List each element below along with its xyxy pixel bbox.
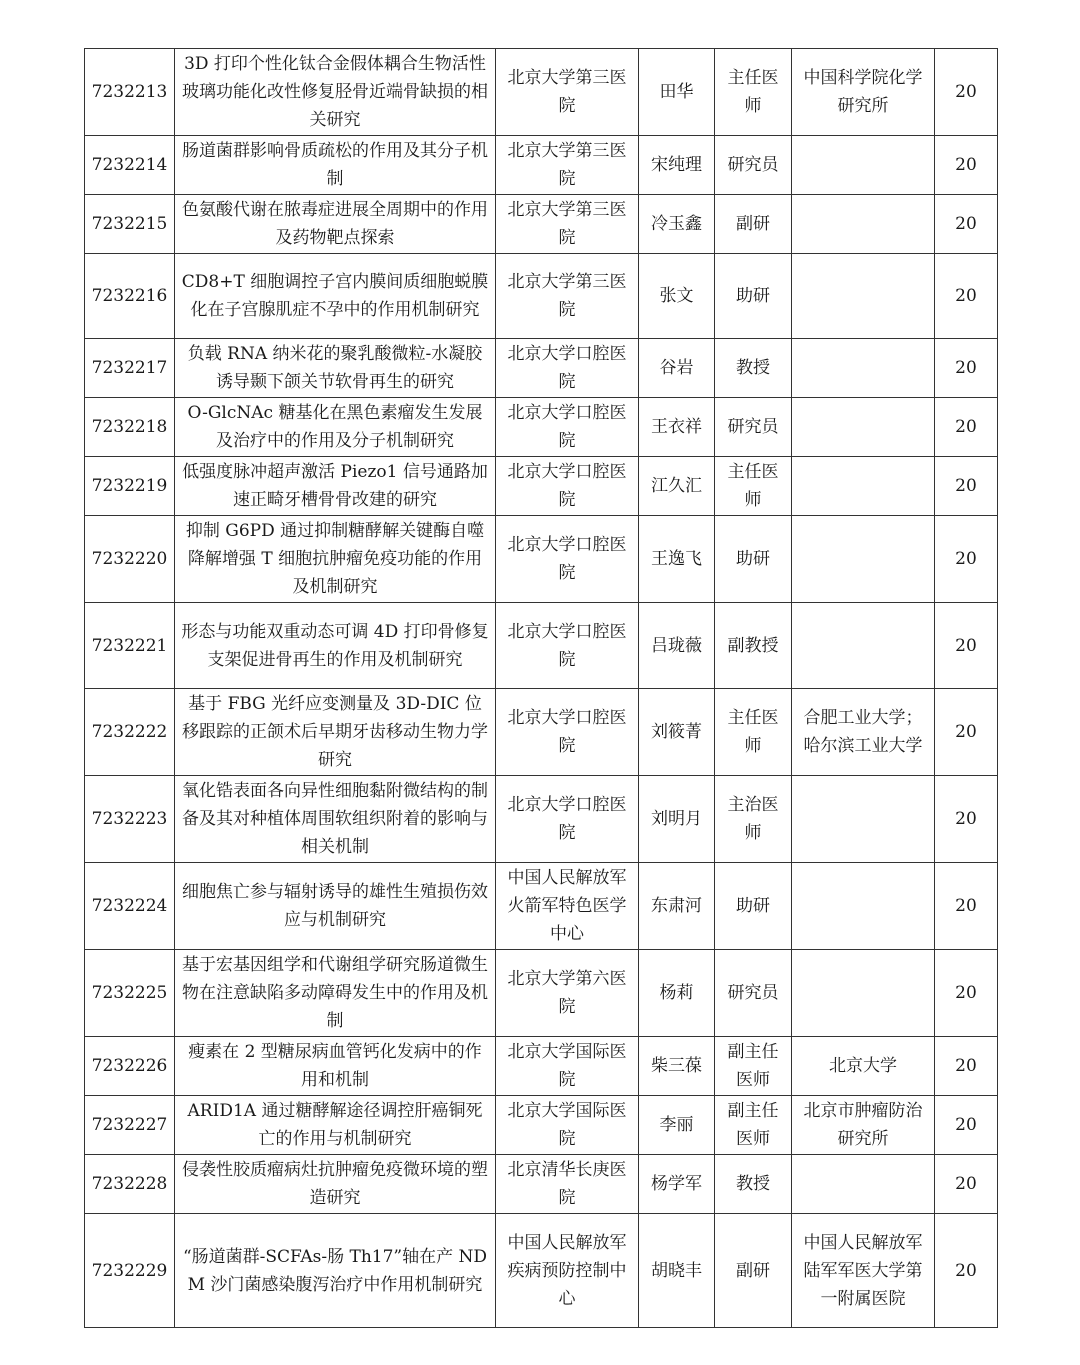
project-table-body	[85, 49, 998, 1328]
principal-investigator-cell: 冷玉鑫	[639, 195, 715, 254]
title-rank-cell: 主治医师	[715, 776, 792, 863]
host-unit-cell: 北京大学第三医院	[496, 49, 639, 136]
project-id-cell: 7232217	[85, 339, 175, 398]
project-id-cell: 7232220	[85, 516, 175, 603]
host-unit-cell: 北京大学口腔医院	[496, 398, 639, 457]
host-unit-cell: 北京大学口腔医院	[496, 603, 639, 689]
project-title-cell: CD8+T 细胞调控子宫内膜间质细胞蜕膜化在子宫腺肌症不孕中的作用机制研究	[175, 254, 496, 339]
project-title-cell: “肠道菌群-SCFAs-肠 Th17”轴在产 NDM 沙门菌感染腹泻治疗中作用机制研究	[175, 1214, 496, 1328]
title-rank-cell: 主任医师	[715, 689, 792, 776]
project-title-cell: O-GlcNAc 糖基化在黑色素瘤发生发展及治疗中的作用及分子机制研究	[175, 398, 496, 457]
host-unit-cell: 北京大学口腔医院	[496, 516, 639, 603]
title-rank-cell: 主任医师	[715, 49, 792, 136]
project-title-cell: 色氨酸代谢在脓毒症进展全周期中的作用及药物靶点探索	[175, 195, 496, 254]
funding-amount-cell: 20	[935, 398, 998, 457]
funding-amount-cell: 20	[935, 689, 998, 776]
title-rank-cell: 研究员	[715, 950, 792, 1037]
host-unit-cell: 北京清华长庚医院	[496, 1155, 639, 1214]
principal-investigator-cell: 吕珑薇	[639, 603, 715, 689]
partner-unit-cell: 中国人民解放军陆军军医大学第一附属医院	[792, 1214, 935, 1328]
partner-unit-cell	[792, 254, 935, 339]
funding-amount-cell: 20	[935, 339, 998, 398]
partner-unit-cell	[792, 950, 935, 1037]
principal-investigator-cell: 李丽	[639, 1096, 715, 1155]
partner-unit-cell	[792, 339, 935, 398]
partner-unit-cell	[792, 457, 935, 516]
table-row	[85, 1037, 998, 1096]
title-rank-cell: 教授	[715, 339, 792, 398]
project-id-cell: 7232214	[85, 136, 175, 195]
table-row	[85, 950, 998, 1037]
partner-unit-cell	[792, 195, 935, 254]
project-id-cell: 7232227	[85, 1096, 175, 1155]
project-title-cell: 低强度脉冲超声激活 Piezo1 信号通路加速正畸牙槽骨骨改建的研究	[175, 457, 496, 516]
funding-amount-cell: 20	[935, 1096, 998, 1155]
table-row	[85, 254, 998, 339]
title-rank-cell: 副教授	[715, 603, 792, 689]
project-id-cell: 7232222	[85, 689, 175, 776]
project-id-cell: 7232226	[85, 1037, 175, 1096]
funding-amount-cell: 20	[935, 136, 998, 195]
principal-investigator-cell: 柴三葆	[639, 1037, 715, 1096]
host-unit-cell: 北京大学国际医院	[496, 1037, 639, 1096]
project-id-cell: 7232228	[85, 1155, 175, 1214]
table-row	[85, 776, 998, 863]
partner-unit-cell: 中国科学院化学研究所	[792, 49, 935, 136]
table-row	[85, 1096, 998, 1155]
table-row	[85, 603, 998, 689]
project-title-cell: 瘦素在 2 型糖尿病血管钙化发病中的作用和机制	[175, 1037, 496, 1096]
funding-amount-cell: 20	[935, 1155, 998, 1214]
principal-investigator-cell: 张文	[639, 254, 715, 339]
funding-amount-cell: 20	[935, 1214, 998, 1328]
title-rank-cell: 研究员	[715, 398, 792, 457]
table-row	[85, 136, 998, 195]
funding-amount-cell: 20	[935, 49, 998, 136]
table-row	[85, 689, 998, 776]
principal-investigator-cell: 刘筱菁	[639, 689, 715, 776]
title-rank-cell: 副研	[715, 1214, 792, 1328]
table-row	[85, 516, 998, 603]
partner-unit-cell	[792, 863, 935, 950]
principal-investigator-cell: 江久汇	[639, 457, 715, 516]
project-title-cell: 基于宏基因组学和代谢组学研究肠道微生物在注意缺陷多动障碍发生中的作用及机制	[175, 950, 496, 1037]
project-id-cell: 7232219	[85, 457, 175, 516]
principal-investigator-cell: 王逸飞	[639, 516, 715, 603]
table-row	[85, 49, 998, 136]
project-id-cell: 7232223	[85, 776, 175, 863]
principal-investigator-cell: 胡晓丰	[639, 1214, 715, 1328]
title-rank-cell: 副主任医师	[715, 1037, 792, 1096]
funding-amount-cell: 20	[935, 603, 998, 689]
project-title-cell: 肠道菌群影响骨质疏松的作用及其分子机制	[175, 136, 496, 195]
principal-investigator-cell: 宋纯理	[639, 136, 715, 195]
host-unit-cell: 北京大学国际医院	[496, 1096, 639, 1155]
project-id-cell: 7232224	[85, 863, 175, 950]
principal-investigator-cell: 杨学军	[639, 1155, 715, 1214]
project-title-cell: 侵袭性胶质瘤病灶抗肿瘤免疫微环境的塑造研究	[175, 1155, 496, 1214]
partner-unit-cell	[792, 776, 935, 863]
title-rank-cell: 教授	[715, 1155, 792, 1214]
project-title-cell: ARID1A 通过糖酵解途径调控肝癌铜死亡的作用与机制研究	[175, 1096, 496, 1155]
project-id-cell: 7232216	[85, 254, 175, 339]
partner-unit-cell	[792, 603, 935, 689]
table-row	[85, 457, 998, 516]
project-id-cell: 7232213	[85, 49, 175, 136]
funding-amount-cell: 20	[935, 776, 998, 863]
host-unit-cell: 北京大学口腔医院	[496, 689, 639, 776]
table-row	[85, 863, 998, 950]
host-unit-cell: 中国人民解放军火箭军特色医学中心	[496, 863, 639, 950]
partner-unit-cell: 北京市肿瘤防治研究所	[792, 1096, 935, 1155]
host-unit-cell: 北京大学口腔医院	[496, 457, 639, 516]
project-id-cell: 7232218	[85, 398, 175, 457]
principal-investigator-cell: 刘明月	[639, 776, 715, 863]
host-unit-cell: 北京大学口腔医院	[496, 339, 639, 398]
project-title-cell: 负载 RNA 纳米花的聚乳酸微粒-水凝胶诱导颞下颌关节软骨再生的研究	[175, 339, 496, 398]
project-list-page	[84, 48, 997, 1328]
funding-amount-cell: 20	[935, 254, 998, 339]
host-unit-cell: 中国人民解放军疾病预防控制中心	[496, 1214, 639, 1328]
table-row	[85, 339, 998, 398]
host-unit-cell: 北京大学第六医院	[496, 950, 639, 1037]
title-rank-cell: 副主任医师	[715, 1096, 792, 1155]
title-rank-cell: 助研	[715, 863, 792, 950]
project-title-cell: 形态与功能双重动态可调 4D 打印骨修复支架促进骨再生的作用及机制研究	[175, 603, 496, 689]
title-rank-cell: 助研	[715, 516, 792, 603]
table-row	[85, 1214, 998, 1328]
host-unit-cell: 北京大学口腔医院	[496, 776, 639, 863]
host-unit-cell: 北京大学第三医院	[496, 136, 639, 195]
title-rank-cell: 副研	[715, 195, 792, 254]
partner-unit-cell	[792, 516, 935, 603]
partner-unit-cell	[792, 136, 935, 195]
funding-amount-cell: 20	[935, 516, 998, 603]
project-title-cell: 抑制 G6PD 通过抑制糖酵解关键酶自噬降解增强 T 细胞抗肿瘤免疫功能的作用及机制研究	[175, 516, 496, 603]
project-title-cell: 3D 打印个性化钛合金假体耦合生物活性玻璃功能化改性修复胫骨近端骨缺损的相关研究	[175, 49, 496, 136]
title-rank-cell: 主任医师	[715, 457, 792, 516]
principal-investigator-cell: 王衣祥	[639, 398, 715, 457]
funding-amount-cell: 20	[935, 457, 998, 516]
principal-investigator-cell: 田华	[639, 49, 715, 136]
project-table	[84, 48, 998, 1328]
project-title-cell: 基于 FBG 光纤应变测量及 3D-DIC 位移跟踪的正颌术后早期牙齿移动生物力学研究	[175, 689, 496, 776]
project-id-cell: 7232215	[85, 195, 175, 254]
funding-amount-cell: 20	[935, 1037, 998, 1096]
table-row	[85, 398, 998, 457]
principal-investigator-cell: 杨莉	[639, 950, 715, 1037]
project-id-cell: 7232225	[85, 950, 175, 1037]
project-id-cell: 7232229	[85, 1214, 175, 1328]
project-id-cell: 7232221	[85, 603, 175, 689]
funding-amount-cell: 20	[935, 950, 998, 1037]
table-row	[85, 195, 998, 254]
principal-investigator-cell: 东肃河	[639, 863, 715, 950]
project-title-cell: 氧化锆表面各向异性细胞黏附微结构的制备及其对种植体周围软组织附着的影响与相关机制	[175, 776, 496, 863]
title-rank-cell: 助研	[715, 254, 792, 339]
partner-unit-cell: 北京大学	[792, 1037, 935, 1096]
partner-unit-cell	[792, 1155, 935, 1214]
funding-amount-cell: 20	[935, 195, 998, 254]
table-row	[85, 1155, 998, 1214]
principal-investigator-cell: 谷岩	[639, 339, 715, 398]
funding-amount-cell: 20	[935, 863, 998, 950]
host-unit-cell: 北京大学第三医院	[496, 254, 639, 339]
title-rank-cell: 研究员	[715, 136, 792, 195]
partner-unit-cell	[792, 398, 935, 457]
partner-unit-cell: 合肥工业大学；哈尔滨工业大学	[792, 689, 935, 776]
host-unit-cell: 北京大学第三医院	[496, 195, 639, 254]
project-title-cell: 细胞焦亡参与辐射诱导的雄性生殖损伤效应与机制研究	[175, 863, 496, 950]
